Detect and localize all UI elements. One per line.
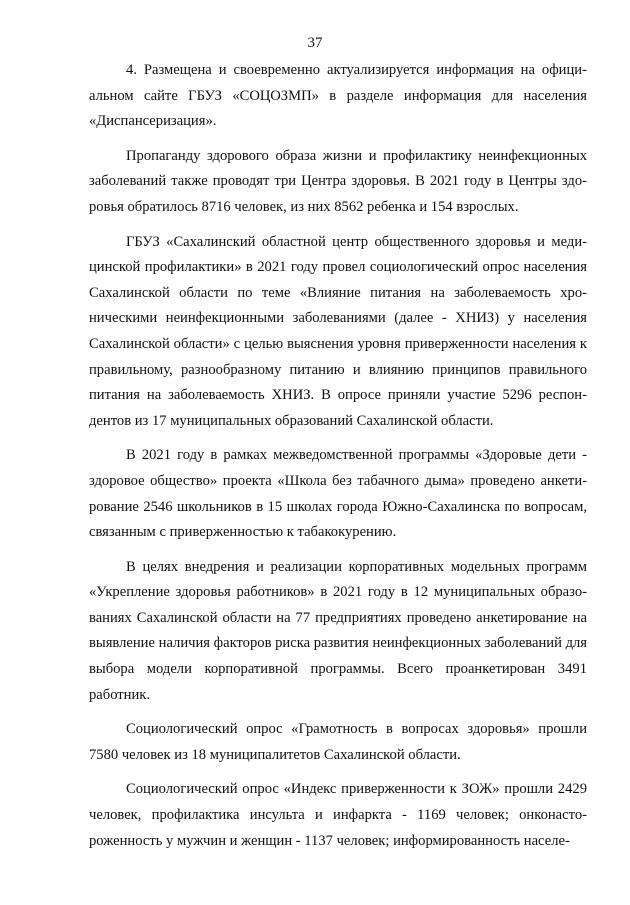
paragraph-dispanserization-info: 4. Размещена и своевременно актуализируется информация на официальном сайте ГБУЗ «СОЦОЗМП» в разделе информация для населения «Диспансеризация». xyxy=(89,62,587,130)
paragraph-healthy-lifestyle-survey: Социологический опрос «Индекс приверженности к ЗОЖ» прошли 2429 человек, профилактика инсульта и инфаркта - 1169 человек; онконастороженность у мужчин и женщин - 1137 человек; информированность населе- xyxy=(89,781,587,849)
paragraph-nutrition-survey: ГБУЗ «Сахалинский областной центр общественного здоровья и медицинской профилактики» в 2021 году провел социологический опрос населения Сахалинской области по теме «Влияние питания на заболеваемость хроническими неинфекционными заболеваниями (далее - ХНИЗ) у населения Сахалинской области» с целью выяснения уровня приверженности населения к правильному, разнообразному питанию и влиянию принципов правильного питания на заболеваемость ХНИЗ. В опросе приняли участие 5296 респондентов из 17 муниципальных образований Сахалинской области. xyxy=(89,233,587,429)
paragraph-smoke-free-school: В 2021 году в рамках межведомственной программы «Здоровые дети - здоровое общество» проекта «Школа без табачного дыма» проведено анкетирование 2546 школьников в 15 школах города Южно-Сахалинска по вопросам, связанным с приверженностью к табакокурению. xyxy=(89,447,587,541)
document-body xyxy=(89,58,587,863)
paragraph-health-literacy-survey: Социологический опрос «Грамотность в вопросах здоровья» прошли 7580 человек из 18 муниципалитетов Сахалинской области. xyxy=(89,721,587,763)
paragraph-corporate-programs: В целях внедрения и реализации корпоративных модельных программ «Укрепление здоровья работников» в 2021 году в 12 муниципальных образованиях Сахалинской области на 77 предприятиях проведено анкетирование на выявление наличия факторов риска развития неинфекционных заболеваний для выбора модели корпоративной программы. Всего проанкетирован 3491 работник. xyxy=(89,558,587,703)
page-number: 37 xyxy=(307,35,323,51)
paragraph-health-centers: Пропаганду здорового образа жизни и профилактику неинфекционных заболеваний также проводят три Центра здоровья. В 2021 году в Центры здоровья обратилось 8716 человек, из них 8562 ребенка и 154 взрослых. xyxy=(89,147,587,215)
